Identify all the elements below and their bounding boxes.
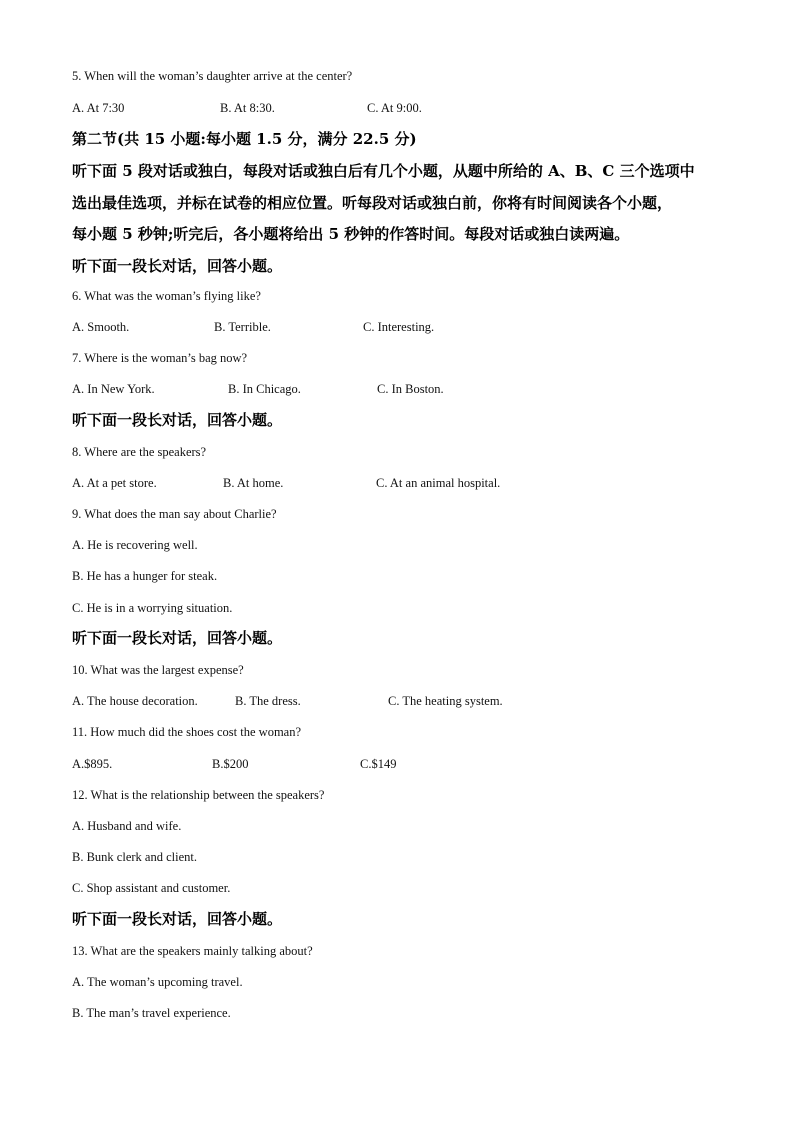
instructions-line-1: 听下面 5 段对话或独白，每段对话或独白后有几个小题，从题中所给的 A、B、C 三个选项中: [72, 162, 695, 180]
dialog-prompt-2: 听下面一段长对话，回答小题。: [72, 411, 283, 429]
question-7: 7. Where is the woman’s bag now?: [72, 351, 248, 365]
q10-option-a: A. The house decoration.: [72, 694, 198, 708]
instructions-line-2: 选出最佳选项，并标在试卷的相应位置。听每段对话或独白前，你将有时间阅读各个小题，: [72, 194, 673, 212]
q8-option-c: C. At an animal hospital.: [376, 476, 501, 490]
q9-option-b: B. He has a hunger for steak.: [72, 569, 218, 583]
question-11: 11. How much did the shoes cost the woman?: [72, 725, 302, 739]
question-5: 5. When will the woman’s daughter arrive at the center?: [72, 69, 353, 83]
q7-option-b: B. In Chicago.: [228, 382, 301, 396]
q12-option-b: B. Bunk clerk and client.: [72, 850, 197, 864]
q11-option-b: B.$200: [212, 757, 249, 771]
q11-option-a: A.$895.: [72, 757, 113, 771]
q8-option-a: A. At a pet store.: [72, 476, 157, 490]
q9-option-c: C. He is in a worrying situation.: [72, 601, 233, 615]
q10-option-c: C. The heating system.: [388, 694, 503, 708]
q12-option-a: A. Husband and wife.: [72, 819, 182, 833]
q5-option-a: A. At 7:30: [72, 101, 125, 115]
dialog-prompt-3: 听下面一段长对话，回答小题。: [72, 629, 283, 647]
question-6: 6. What was the woman’s flying like?: [72, 289, 261, 303]
q10-option-b: B. The dress.: [235, 694, 301, 708]
q7-option-c: C. In Boston.: [377, 382, 444, 396]
q9-option-a: A. He is recovering well.: [72, 538, 198, 552]
question-10: 10. What was the largest expense?: [72, 663, 244, 677]
question-13: 13. What are the speakers mainly talking about?: [72, 944, 313, 958]
dialog-prompt-1: 听下面一段长对话，回答小题。: [72, 257, 283, 275]
q13-option-b: B. The man’s travel experience.: [72, 1006, 231, 1020]
q6-option-a: A. Smooth.: [72, 320, 130, 334]
section-heading: 第二节(共 15 小题:每小题 1.5 分，满分 22.5 分): [72, 130, 417, 148]
q13-option-a: A. The woman’s upcoming travel.: [72, 975, 243, 989]
question-12: 12. What is the relationship between the speakers?: [72, 788, 325, 802]
dialog-prompt-4: 听下面一段长对话，回答小题。: [72, 910, 283, 928]
instructions-line-3: 每小题 5 秒钟;听完后，各小题将给出 5 秒钟的作答时间。每段对话或独白读两遍。: [72, 225, 630, 243]
q8-option-b: B. At home.: [223, 476, 284, 490]
q11-option-c: C.$149: [360, 757, 397, 771]
q6-option-c: C. Interesting.: [363, 320, 435, 334]
q7-option-a: A. In New York.: [72, 382, 155, 396]
question-8: 8. Where are the speakers?: [72, 445, 207, 459]
q5-option-c: C. At 9:00.: [367, 101, 422, 115]
question-9: 9. What does the man say about Charlie?: [72, 507, 277, 521]
q12-option-c: C. Shop assistant and customer.: [72, 881, 231, 895]
q5-option-b: B. At 8:30.: [220, 101, 275, 115]
q6-option-b: B. Terrible.: [214, 320, 271, 334]
